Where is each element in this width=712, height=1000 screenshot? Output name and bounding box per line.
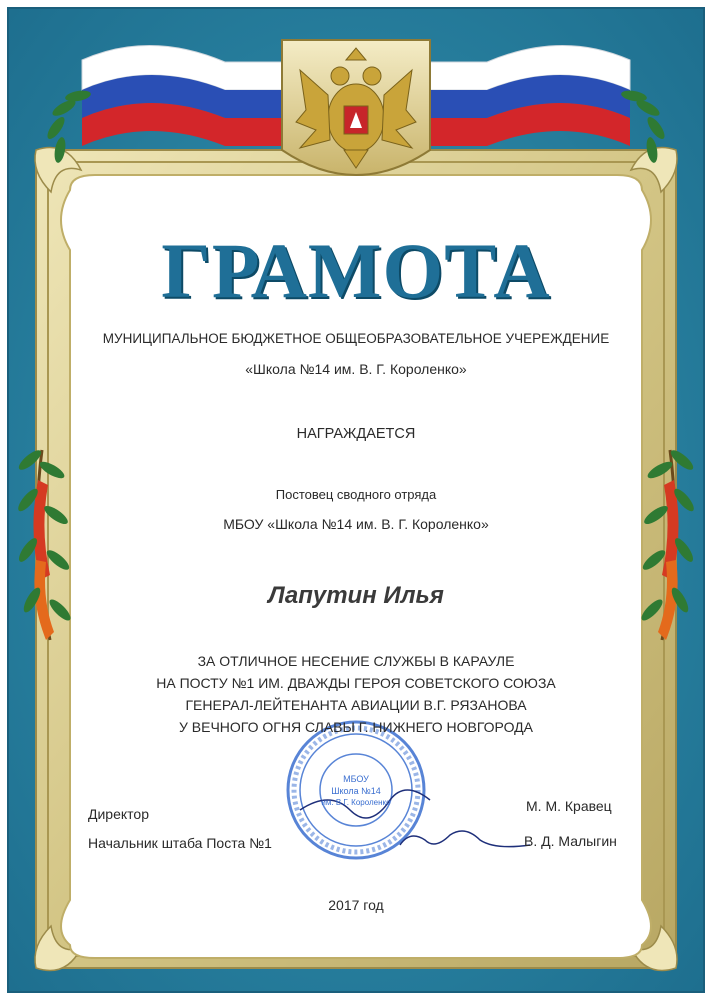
institution-line-1: МУНИЦИПАЛЬНОЕ БЮДЖЕТНОЕ ОБЩЕОБРАЗОВАТЕЛЬНОЕ УЧЕРЕЖДЕНИЕ bbox=[102, 331, 610, 346]
reason-line-3: ГЕНЕРАЛ-ЛЕЙТЕНАНТА АВИАЦИИ В.Г. РЯЗАНОВА bbox=[185, 697, 527, 713]
reason-line-4: У ВЕЧНОГО ОГНЯ СЛАВЫ Г. НИЖНЕГО НОВГОРОДА bbox=[179, 719, 533, 735]
recipient-name: Лапутин Илья bbox=[268, 582, 444, 609]
institution-line-2: «Школа №14 им. В. Г. Короленко» bbox=[245, 361, 467, 377]
chief-of-staff-title: Начальник штаба Поста №1 bbox=[88, 835, 272, 851]
recipient-role-line-2: МБОУ «Школа №14 им. В. Г. Короленко» bbox=[223, 516, 489, 532]
director-name: М. М. Кравец bbox=[526, 798, 612, 814]
awarded-heading: НАГРАЖДАЕТСЯ bbox=[296, 426, 416, 442]
certificate-title: ГРАМОТА bbox=[161, 227, 551, 314]
recipient-role-line-1: Постовец сводного отряда bbox=[275, 487, 437, 502]
reason-line-2: НА ПОСТУ №1 ИМ. ДВАЖДЫ ГЕРОЯ СОВЕТСКОГО СОЮЗА bbox=[156, 675, 556, 691]
year: 2017 год bbox=[328, 897, 384, 913]
reason-line-1: ЗА ОТЛИЧНОЕ НЕСЕНИЕ СЛУЖБЫ В КАРАУЛЕ bbox=[197, 653, 515, 669]
director-title: Директор bbox=[88, 806, 149, 822]
stamp-text-3: им. В.Г. Короленко bbox=[321, 798, 391, 807]
stamp-text-1: МБОУ bbox=[343, 774, 369, 784]
stamp-text-2: Школа №14 bbox=[331, 786, 381, 796]
chief-of-staff-name: В. Д. Малыгин bbox=[524, 833, 617, 849]
